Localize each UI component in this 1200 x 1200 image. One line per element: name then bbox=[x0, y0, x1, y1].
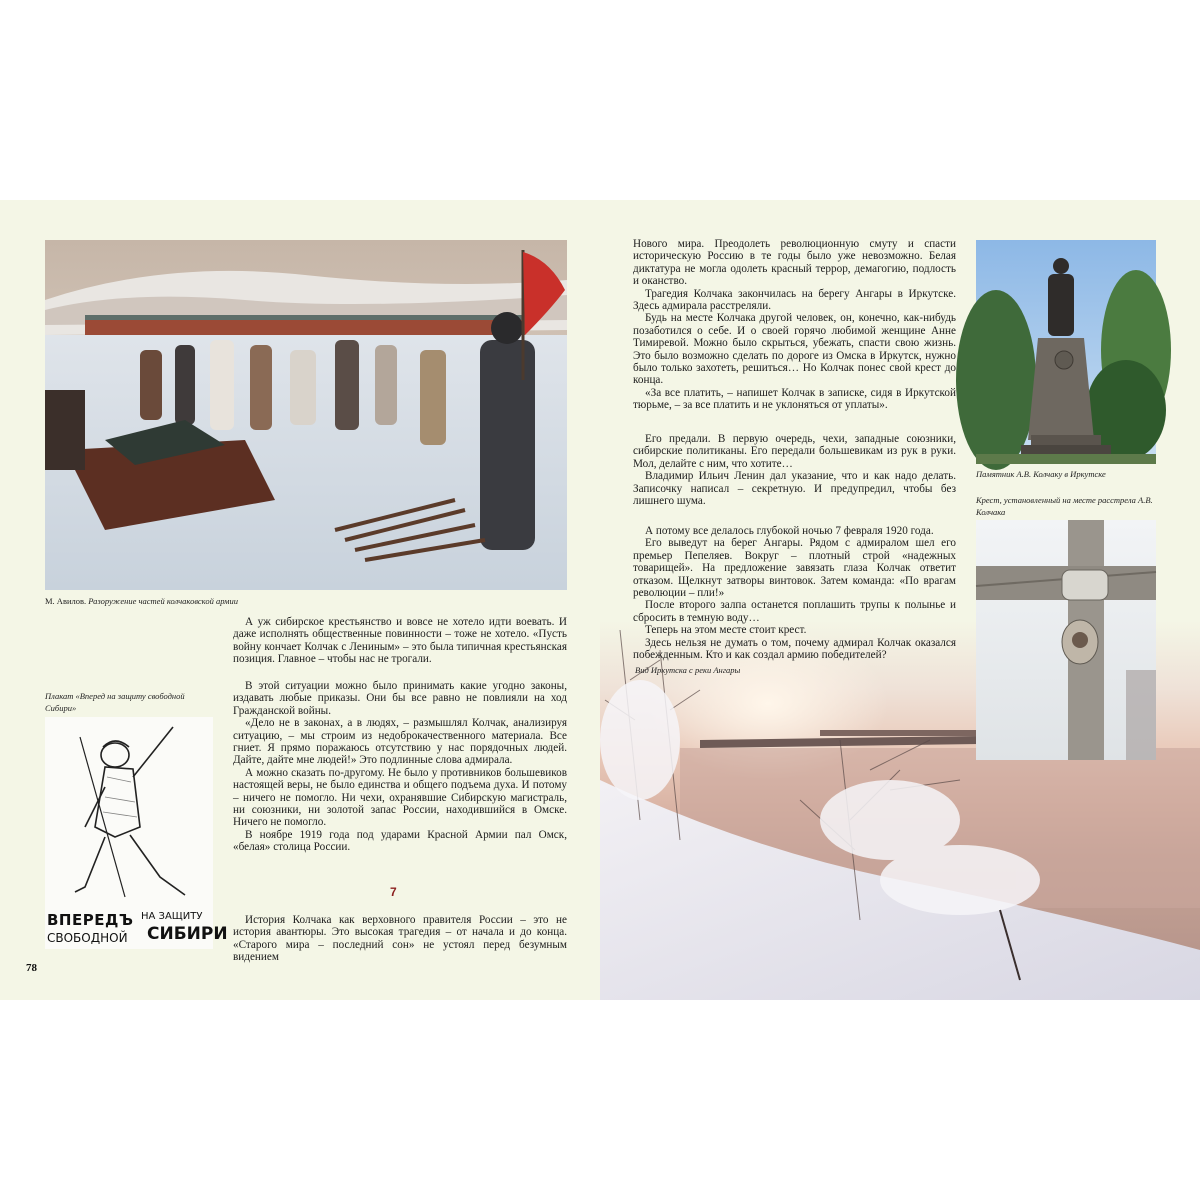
right-text-block-3 bbox=[633, 525, 956, 661]
cross-caption-text: Крест, установленный на месте расстрела А.В. Колчака bbox=[976, 495, 1153, 517]
right-paragraph: А потому все делалось глубокой ночью 7 февраля 1920 года. bbox=[645, 525, 934, 537]
photo-kolchak-monument bbox=[976, 240, 1156, 464]
left-paragraph: А уж сибирское крестьянство и вовсе не хотело идти воевать. И даже исполнять общественные повинности – тоже не хотело. «Пусть войну кончает Колчак с Лениным» – это была типичная крестьянская позиция. Главное – чтобы нас не трогали. bbox=[233, 616, 567, 666]
river-caption-text: Вид Иркутска с реки Ангары bbox=[635, 665, 741, 675]
poster-caption-text: Плакат «Вперед на защиту свободной Сибири» bbox=[45, 691, 185, 713]
chapter-number: 7 bbox=[390, 885, 397, 899]
left-text-block-a bbox=[233, 616, 567, 666]
right-text-block-1 bbox=[633, 238, 956, 412]
poster-text-line2-left: СВОБОДНОЙ bbox=[47, 931, 128, 945]
right-paragraph: Его выведут на берег Ангары. Рядом с адмиралом шел его премьер Пепеляев. Вокруг – плотный строй «надежных товарищей». На предложение завязать глаза Колчак ответит отказом. Щелкнут затворы винтовок. Затем команда: «По врагам революции – пли!» bbox=[633, 537, 956, 600]
book-spread bbox=[0, 200, 1200, 1000]
right-text-block-2 bbox=[633, 433, 956, 507]
right-page bbox=[600, 200, 1200, 1000]
right-paragraph: Его предали. В первую очередь, чехи, западные союзники, сибирские политиканы. Его передали большевикам из рук в руки. Мол, делайте с ним, что хотите… bbox=[633, 433, 956, 470]
right-paragraph: Владимир Ильич Ленин дал указание, что и как надо делать. Записочку написал – секретную. И предупредил, чтобы без лишнего шума. bbox=[633, 470, 956, 508]
poster-text-line1-left: ВПЕРЕДЪ bbox=[47, 911, 134, 929]
monument-caption-text: Памятник А.В. Колчаку в Иркутске bbox=[976, 469, 1106, 479]
right-paragraph: Нового мира. Преодолеть революционную смуту и спасти историческую Россию в те годы было уже невозможно. Белая диктатура не могла одолеть красный террор, демагогию, подлость и оканство. bbox=[633, 238, 956, 288]
poster-forward-siberia bbox=[45, 717, 228, 949]
cross-caption bbox=[976, 494, 1156, 518]
poster-text-line2-right: СИБИРИ bbox=[147, 924, 228, 944]
painting-caption-title: Разоружение частей колчаковской армии bbox=[88, 596, 238, 606]
left-page bbox=[0, 200, 600, 1000]
left-paragraph: История Колчака как верховного правителя России – это не история авантюры. Это высокая трагедия – от начала и до конца. «Старого мира – последний сон» не устоял перед безумным видением bbox=[233, 914, 567, 964]
monument-caption bbox=[976, 468, 1156, 480]
painting-caption-author: М. Авилов. bbox=[45, 596, 87, 606]
right-paragraph: «За все платить, – напишет Колчак в записке, сидя в Иркутской тюрьме, – за все платить и не уклоняться от уплаты». bbox=[633, 386, 956, 412]
river-caption bbox=[635, 664, 835, 676]
left-paragraph: А можно сказать по-другому. Не было у противников большевиков настоящей веры, не было единства и общего подъема духа. И потому – ничего не помогло. Ни чехи, охранявшие Сибирскую магистраль, ни союзники, ни золотой запас России, находившийся в Омске. Ничего не помогло. bbox=[233, 766, 567, 829]
poster-caption bbox=[45, 690, 210, 714]
left-paragraph: В ноябре 1919 года под ударами Красной Армии пал Омск, «белая» столица России. bbox=[233, 828, 567, 854]
painting-caption bbox=[45, 595, 565, 607]
page-number: 78 bbox=[26, 962, 37, 974]
right-paragraph: Трагедия Колчака закончилась на берегу Ангары в Иркутске. Здесь адмирала расстреляли. bbox=[633, 287, 956, 313]
right-paragraph: После второго залпа останется поплашить трупы к полынье и сбросить в темную воду… bbox=[633, 599, 956, 624]
right-paragraph: Теперь на этом месте стоит крест. bbox=[645, 624, 807, 637]
right-paragraph: Здесь нельзя не думать о том, почему адмирал Колчак оказался побежденным. Кто и как создал армию победителей? bbox=[633, 636, 956, 662]
left-paragraph: В этой ситуации можно было принимать какие угодно законы, издавать любые приказы. Они бы все равно не повлияли на ход Гражданской войны. bbox=[233, 680, 567, 717]
painting-disarmament bbox=[45, 240, 567, 590]
left-text-block-c bbox=[233, 914, 567, 964]
right-paragraph: Будь на месте Колчака другой человек, он, конечно, как-нибудь позаботился о себе. И о своей горячо любимой женщине Анне Тимиревой. Можно было скрыться, убежать, спасти свою жизнь. Это было возможно сделать по дороге из Омска в Иркутск, нужно было только захотеть, решиться… Но Колчак понес свой крест до конца. bbox=[633, 312, 956, 387]
left-text-block-b bbox=[233, 680, 567, 854]
left-paragraph: «Дело не в законах, а в людях, – размышлял Колчак, анализируя ситуацию, – мы строим из недоброкачественного материала. Все гниет. Я прямо поражаюсь отсутствию у нас порядочных людей. Дайте, дайте мне людей!» Это подлинные слова адмирала. bbox=[233, 717, 567, 767]
poster-text-line1-right: НА ЗАЩИТУ bbox=[141, 911, 203, 922]
photo-memorial-cross bbox=[976, 520, 1156, 760]
